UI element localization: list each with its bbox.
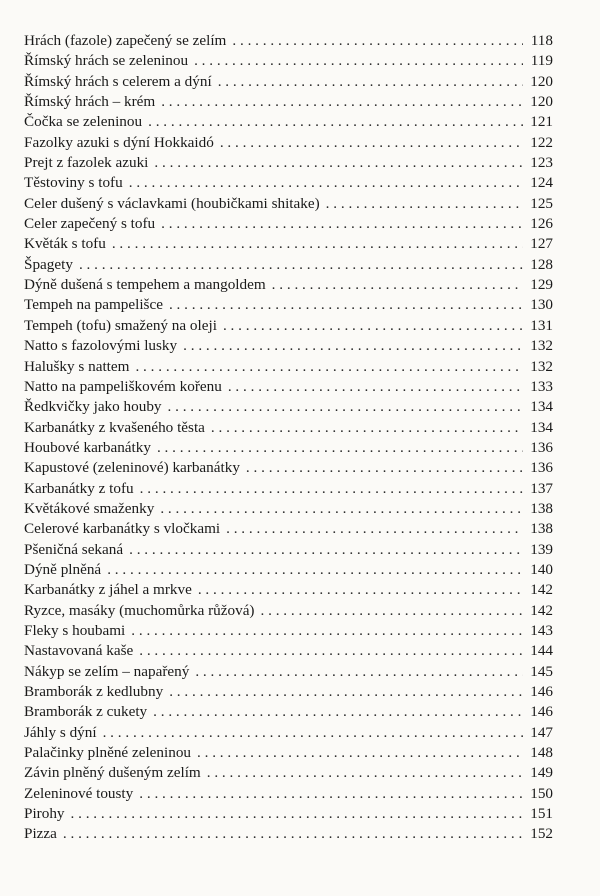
toc-entry xyxy=(24,418,553,438)
dot-leader xyxy=(228,377,523,397)
toc-entry xyxy=(24,702,553,722)
entry-page-number: 149 xyxy=(530,764,553,782)
entry-title: Závin plněný dušeným zelím xyxy=(24,764,201,782)
dot-leader xyxy=(226,519,523,539)
toc-entry xyxy=(24,763,553,783)
toc-entry xyxy=(24,560,553,580)
toc-entry xyxy=(24,234,553,254)
dot-leader xyxy=(71,804,523,824)
toc-entry xyxy=(24,173,553,193)
entry-page-number: 134 xyxy=(530,418,553,436)
entry-page-number: 129 xyxy=(530,276,553,294)
toc-entry xyxy=(24,336,553,356)
entry-title: Ryzce, masáky (muchomůrka růžová) xyxy=(24,601,255,619)
entry-title: Jáhly s dýní xyxy=(24,723,97,741)
dot-leader xyxy=(148,112,523,132)
toc-entry xyxy=(24,641,553,661)
dot-leader xyxy=(161,92,523,112)
dot-leader xyxy=(207,763,523,783)
toc-entry xyxy=(24,743,553,763)
entry-title: Kapustové (zeleninové) karbanátky xyxy=(24,459,240,477)
toc-entry xyxy=(24,51,553,71)
entry-page-number: 136 xyxy=(530,438,553,456)
dot-leader xyxy=(63,824,523,844)
toc-entry xyxy=(24,153,553,173)
entry-page-number: 148 xyxy=(530,744,553,762)
toc-entry xyxy=(24,824,553,844)
toc-entry xyxy=(24,479,553,499)
entry-page-number: 146 xyxy=(530,683,553,700)
dot-leader xyxy=(140,479,523,499)
entry-page-number: 144 xyxy=(530,642,553,660)
entry-title: Tempeh (tofu) smažený na oleji xyxy=(24,316,217,334)
toc-entry xyxy=(24,214,553,234)
dot-leader xyxy=(160,499,523,519)
entry-page-number: 134 xyxy=(530,398,553,416)
entry-title: Fleky s houbami xyxy=(24,621,126,639)
entry-title: Římský hrách se zeleninou xyxy=(24,52,189,70)
dot-leader xyxy=(112,234,523,254)
toc-entry xyxy=(24,133,553,153)
toc-entry xyxy=(24,377,553,397)
dot-leader xyxy=(153,702,523,722)
toc-entry xyxy=(24,295,553,315)
toc-entry xyxy=(24,316,553,336)
toc-entry xyxy=(24,784,553,804)
toc-entry xyxy=(24,682,553,702)
dot-leader xyxy=(194,51,523,71)
entry-page-number: 136 xyxy=(530,459,553,477)
entry-page-number: 133 xyxy=(530,377,553,395)
entry-title: Pšeničná sekaná xyxy=(24,540,124,558)
entry-title: Špagety xyxy=(24,255,73,273)
toc-entry xyxy=(24,723,553,743)
entry-title: Čočka se zeleninou xyxy=(24,113,143,131)
entry-title: Těstoviny s tofu xyxy=(24,174,123,192)
dot-leader xyxy=(169,682,523,702)
entry-page-number: 145 xyxy=(530,662,553,680)
toc-entry xyxy=(24,275,553,295)
entry-title: Dýně plněná xyxy=(24,560,102,578)
entry-page-number: 130 xyxy=(530,296,553,314)
entry-title: Zeleninové tousty xyxy=(24,784,134,802)
entry-title: Tempeh na pampelišce xyxy=(24,296,163,314)
entry-page-number: 123 xyxy=(530,154,553,172)
toc-entry xyxy=(24,458,553,478)
toc-entry xyxy=(24,397,553,417)
entry-page-number: 126 xyxy=(530,215,553,233)
entry-title: Celerové karbanátky s vločkami xyxy=(24,520,221,538)
entry-title: Pizza xyxy=(24,825,57,843)
dot-leader xyxy=(218,72,523,92)
dot-leader xyxy=(79,255,523,275)
entry-page-number: 132 xyxy=(530,357,553,375)
entry-title: Dýně dušená s tempehem a mangoldem xyxy=(24,276,266,294)
entry-page-number: 150 xyxy=(530,784,553,802)
entry-title: Celer dušený s václavkami (houbičkami shitake) xyxy=(24,194,320,212)
entry-page-number: 121 xyxy=(530,113,553,131)
dot-leader xyxy=(161,214,523,234)
entry-page-number: 147 xyxy=(530,723,553,741)
dot-leader xyxy=(261,601,524,621)
toc-entry xyxy=(24,662,553,682)
entry-page-number: 142 xyxy=(530,601,553,619)
entry-title: Bramborák z kedlubny xyxy=(24,683,164,700)
dot-leader xyxy=(195,662,523,682)
toc-entry xyxy=(24,31,553,51)
toc-entry xyxy=(24,255,553,275)
entry-page-number: 146 xyxy=(530,703,553,721)
entry-title: Bramborák z cukety xyxy=(24,703,148,721)
entry-title: Římský hrách – krém xyxy=(24,93,156,111)
toc-entry xyxy=(24,621,553,641)
entry-title: Fazolky azuki s dýní Hokkaidó xyxy=(24,133,214,151)
toc-entry xyxy=(24,357,553,377)
entry-page-number: 124 xyxy=(530,174,553,192)
toc-entry xyxy=(24,580,553,600)
dot-leader xyxy=(246,458,523,478)
entry-page-number: 138 xyxy=(530,520,553,538)
entry-title: Prejt z fazolek azuki xyxy=(24,154,149,172)
entry-title: Květákové smaženky xyxy=(24,499,155,517)
entry-page-number: 128 xyxy=(530,255,553,273)
entry-title: Karbanátky z tofu xyxy=(24,479,134,497)
entry-title: Palačinky plněné zeleninou xyxy=(24,744,192,762)
dot-leader xyxy=(129,540,523,560)
dot-leader xyxy=(197,743,523,763)
entry-title: Pirohy xyxy=(24,805,65,823)
toc-entry xyxy=(24,438,553,458)
dot-leader xyxy=(157,438,523,458)
entry-page-number: 137 xyxy=(530,479,553,497)
toc-entry xyxy=(24,72,553,92)
dot-leader xyxy=(131,621,523,641)
entry-page-number: 120 xyxy=(530,93,553,111)
entry-page-number: 132 xyxy=(530,337,553,355)
dot-leader xyxy=(198,580,523,600)
entry-page-number: 131 xyxy=(530,316,553,334)
dot-leader xyxy=(169,295,523,315)
toc-entry xyxy=(24,112,553,132)
entry-title: Natto s fazolovými lusky xyxy=(24,337,178,355)
entry-page-number: 118 xyxy=(530,32,553,49)
toc-entry xyxy=(24,804,553,824)
entry-page-number: 127 xyxy=(530,235,553,253)
entry-title: Karbanátky z kvašeného těsta xyxy=(24,418,205,436)
dot-leader xyxy=(107,560,523,580)
entry-page-number: 152 xyxy=(530,825,553,843)
entry-title: Natto na pampeliškovém kořenu xyxy=(24,377,222,395)
dot-leader xyxy=(272,275,523,295)
entry-title: Houbové karbanátky xyxy=(24,438,151,456)
dot-leader xyxy=(139,784,523,804)
dot-leader xyxy=(135,357,523,377)
entry-page-number: 138 xyxy=(530,499,553,517)
entry-page-number: 143 xyxy=(530,621,553,639)
entry-title: Nastavovaná kaše xyxy=(24,642,134,660)
entry-title: Halušky s nattem xyxy=(24,357,130,375)
dot-leader xyxy=(232,31,523,51)
dot-leader xyxy=(139,641,523,661)
dot-leader xyxy=(183,336,523,356)
entry-page-number: 125 xyxy=(530,194,553,212)
entry-title: Karbanátky z jáhel a mrkve xyxy=(24,581,192,599)
toc-entry xyxy=(24,540,553,560)
table-of-contents xyxy=(24,31,553,845)
toc-entry xyxy=(24,601,553,621)
entry-title: Ředkvičky jako houby xyxy=(24,398,162,416)
dot-leader xyxy=(154,153,523,173)
entry-page-number: 140 xyxy=(530,560,553,578)
toc-entry xyxy=(24,92,553,112)
entry-page-number: 142 xyxy=(530,581,553,599)
dot-leader xyxy=(220,133,523,153)
dot-leader xyxy=(129,173,523,193)
entry-page-number: 139 xyxy=(530,540,553,558)
entry-title: Hrách (fazole) zapečený se zelím xyxy=(24,32,227,49)
entry-title: Květák s tofu xyxy=(24,235,106,253)
toc-entry xyxy=(24,194,553,214)
entry-title: Římský hrách s celerem a dýní xyxy=(24,72,212,90)
entry-page-number: 120 xyxy=(530,72,553,90)
toc-entry xyxy=(24,499,553,519)
dot-leader xyxy=(103,723,523,743)
entry-title: Celer zapečený s tofu xyxy=(24,215,156,233)
entry-page-number: 119 xyxy=(530,52,553,70)
dot-leader xyxy=(168,397,523,417)
toc-entry xyxy=(24,519,553,539)
dot-leader xyxy=(223,316,523,336)
entry-title: Nákyp se zelím – napařený xyxy=(24,662,190,680)
dot-leader xyxy=(211,418,523,438)
entry-page-number: 151 xyxy=(530,805,553,823)
dot-leader xyxy=(326,194,523,214)
entry-page-number: 122 xyxy=(530,133,553,151)
